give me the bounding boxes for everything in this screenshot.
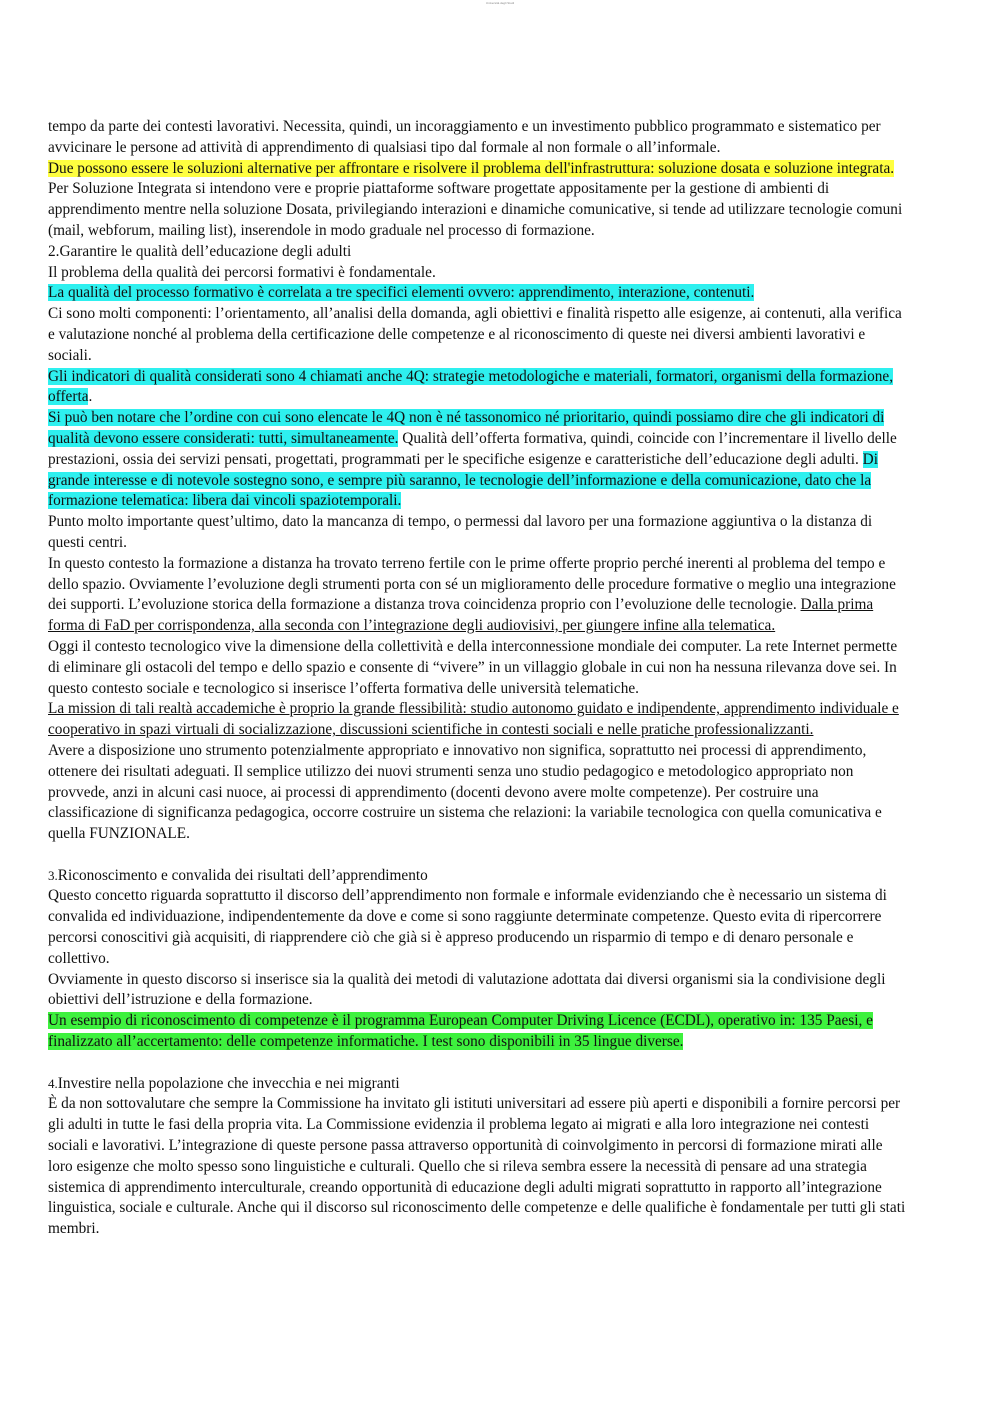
paragraph: tempo da parte dei contesti lavorativi. Necessita, quindi, un incoraggiamento e un investimento pubblico programmato e sistematico per avvicinare le persone ad attività di apprendimento di qualsiasi tipo dal formale al non formale o all’informale. xyxy=(48,118,881,156)
section-number: 3. xyxy=(48,867,58,883)
text-run: Qualità dell’offerta formativa, quindi, coincide con l’incrementare il livello delle prestazioni, ossia dei servizi pensati, progettati, programmati per le specifiche esigenze e caratteristiche dell’educazione degli adulti. xyxy=(48,429,897,468)
highlight-yellow: Due possono essere le soluzioni alternative per affrontare e risolvere il problema dell'infrastruttura: soluzione dosata e soluzione integrata. xyxy=(48,159,895,177)
paragraph xyxy=(48,283,908,304)
paragraph: Ovviamente in questo discorso si inserisce sia la qualità dei metodi di valutazione adottata dai diversi organismi sia la condivisione degli obiettivi dell’istruzione e della formazione. xyxy=(48,970,886,1009)
header-watermark: Università degli Studi xyxy=(485,1,515,5)
paragraph xyxy=(48,159,908,242)
highlight-cyan: La qualità del processo formativo è correlata a tre specifici elementi ovvero: apprendimento, interazione, contenuti. xyxy=(48,284,755,302)
spacer xyxy=(48,1053,908,1074)
underlined-text: Dalla prima forma di FaD per corrispondenza, alla seconda con l’integrazione degli audiovisivi, per giungere infine alla telematica. xyxy=(48,596,874,635)
section-heading-3 xyxy=(48,866,908,887)
spacer xyxy=(48,845,908,866)
paragraph: Oggi il contesto tecnologico vive la dimensione della collettività e della interconnessione mondiale dei computer. La rete Internet permette di eliminare gli ostacoli del tempo e dello spazio e consente di “vivere” in un villaggio globale in cui non ha nessuna rilevanza dove sei. In questo contesto sociale e tecnologico si inserisce l’offerta formativa delle università telematiche. xyxy=(48,637,898,697)
paragraph: Il problema della qualità dei percorsi formativi è fondamentale. xyxy=(48,263,436,281)
paragraph: Avere a disposizione uno strumento potenzialmente appropriato e innovativo non significa, soprattutto nei processi di apprendimento, ottenere dei risultati adeguati. Il semplice utilizzo dei nuovi strumenti senza uno studio pedagogico e metodologico appropriato non provvede, anzi in alcuni casi nuoce, ai processi di apprendimento (docenti devono avere molte competenze). Per costruire una classificazione di significanza pedagogica, occorre costruire un sistema che relazioni: la variabile tecnologica con quella comunicativa e quella FUNZIONALE. xyxy=(48,741,882,843)
document-page xyxy=(48,117,908,1240)
text-run: . xyxy=(88,388,93,406)
section-heading-4 xyxy=(48,1074,908,1095)
paragraph xyxy=(48,699,908,741)
text-run: In questo contesto la formazione a distanza ha trovato terreno fertile con le prime offerte proprio perché inerenti al problema del tempo e dello spazio. Ovviamente l’evoluzione degli strumenti porta con sé un miglioramento delle procedure formative o meglio una integrazione dei supporti. L’evoluzione storica della formazione a distanza trova coincidenza proprio con l’evoluzione delle tecnologie. xyxy=(48,554,896,614)
highlight-cyan: Gli indicatori di qualità considerati sono 4 chiamati anche 4Q: strategie metodologiche e materiali, formatori, organismi della formazione, offerta xyxy=(48,367,894,406)
underlined-text: La mission di tali realtà accademiche è proprio la grande flessibilità: studio autonomo guidato e indipendente, apprendimento individuale e cooperativo in spazi virtuali di socializzazione, discussioni scientifiche in contesti sociali e nelle pratiche professionalizzanti. xyxy=(48,700,899,739)
paragraph xyxy=(48,1011,908,1053)
highlight-cyan: Di grande interesse e di notevole sostegno sono, e sempre più saranno, le tecnologie dell’informazione e della comunicazione, dato che la formazione telematica: libera dai vincoli spaziotemporali. xyxy=(48,450,878,510)
paragraph xyxy=(48,408,908,512)
paragraph: Punto molto importante quest’ultimo, dato la mancanza di tempo, o permessi dal lavoro per una formazione aggiuntiva o la distanza di questi centri. xyxy=(48,513,873,551)
section-title: Riconoscimento e convalida dei risultati dell’apprendimento xyxy=(57,866,428,884)
text-run: Per Soluzione Integrata si intendono vere e proprie piattaforme software progettate appositamente per la gestione di ambienti di apprendimento mentre nella soluzione Dosata, privilegiando interazioni e dinamiche comunicative, si tende ad utilizzare tecnologie comuni (mail, webforum, mailing list), inserendole in modo graduale nel processo di formazione. xyxy=(48,180,903,239)
section-number: 4. xyxy=(48,1075,58,1091)
paragraph: È da non sottovalutare che sempre la Commissione ha invitato gli istituti universitari ad essere più aperti e disponibili a fornire percorsi per gli adulti in tutte le fasi della propria vita. La Commissione evidenzia il problema legato ai migrati e alla loro integrazione nei contesti sociali e lavorativi. L’integrazione di queste persone passa attraverso opportunità di coinvolgimento in percorsi di formazione mirati alle loro esigenze che molto spesso sono linguistiche e culturali. Quello che si rileva sembra essere la necessità di pensare ad una strategia sistemica di apprendimento interculturale, creando opportunità di educazione degli adulti migrati soprattutto in rapporto all’integrazione linguistica, sociale e culturale. Anche qui il discorso sul riconoscimento delle competenze e delle qualifiche è fondamentale per tutti gli stati membri. xyxy=(48,1095,906,1238)
paragraph xyxy=(48,367,908,409)
section-heading-2: 2.Garantire le qualità dell’educazione degli adulti xyxy=(48,242,352,260)
paragraph xyxy=(48,554,908,637)
highlight-green: Un esempio di riconoscimento di competenze è il programma European Computer Driving Licence (ECDL), operativo in: 135 Paesi, e finalizzato all’accertamento: delle competenze informatiche. I test sono disponibili in 35 lingue diverse. xyxy=(48,1012,873,1051)
paragraph: Ci sono molti componenti: l’orientamento, all’analisi della domanda, agli obiettivi e finalità rispetto alle esigenze, ai contenuti, alla verifica e valutazione nonché al problema della certificazione delle competenze e al riconoscimento di queste nei diversi ambienti lavorativi e sociali. xyxy=(48,305,902,364)
section-title: Investire nella popolazione che invecchia e nei migranti xyxy=(57,1074,400,1092)
highlight-cyan: Si può ben notare che l’ordine con cui sono elencate le 4Q non è né tassonomico né prioritario, quindi possiamo dire che gli indicatori di qualità devono essere considerati: tutti, simultaneamente. xyxy=(48,409,885,447)
paragraph: Questo concetto riguarda soprattutto il discorso dell’apprendimento non formale e informale evidenziando che è necessario un sistema di convalida ed individuazione, indipendentemente da dove e come si sono raggiunte determinate competenze. Questo evita di ripercorrere percorsi conoscitivi già acquisiti, di riapprendere ciò che già si è appreso producendo un risparmio di tempo e di denaro personale e collettivo. xyxy=(48,887,887,967)
